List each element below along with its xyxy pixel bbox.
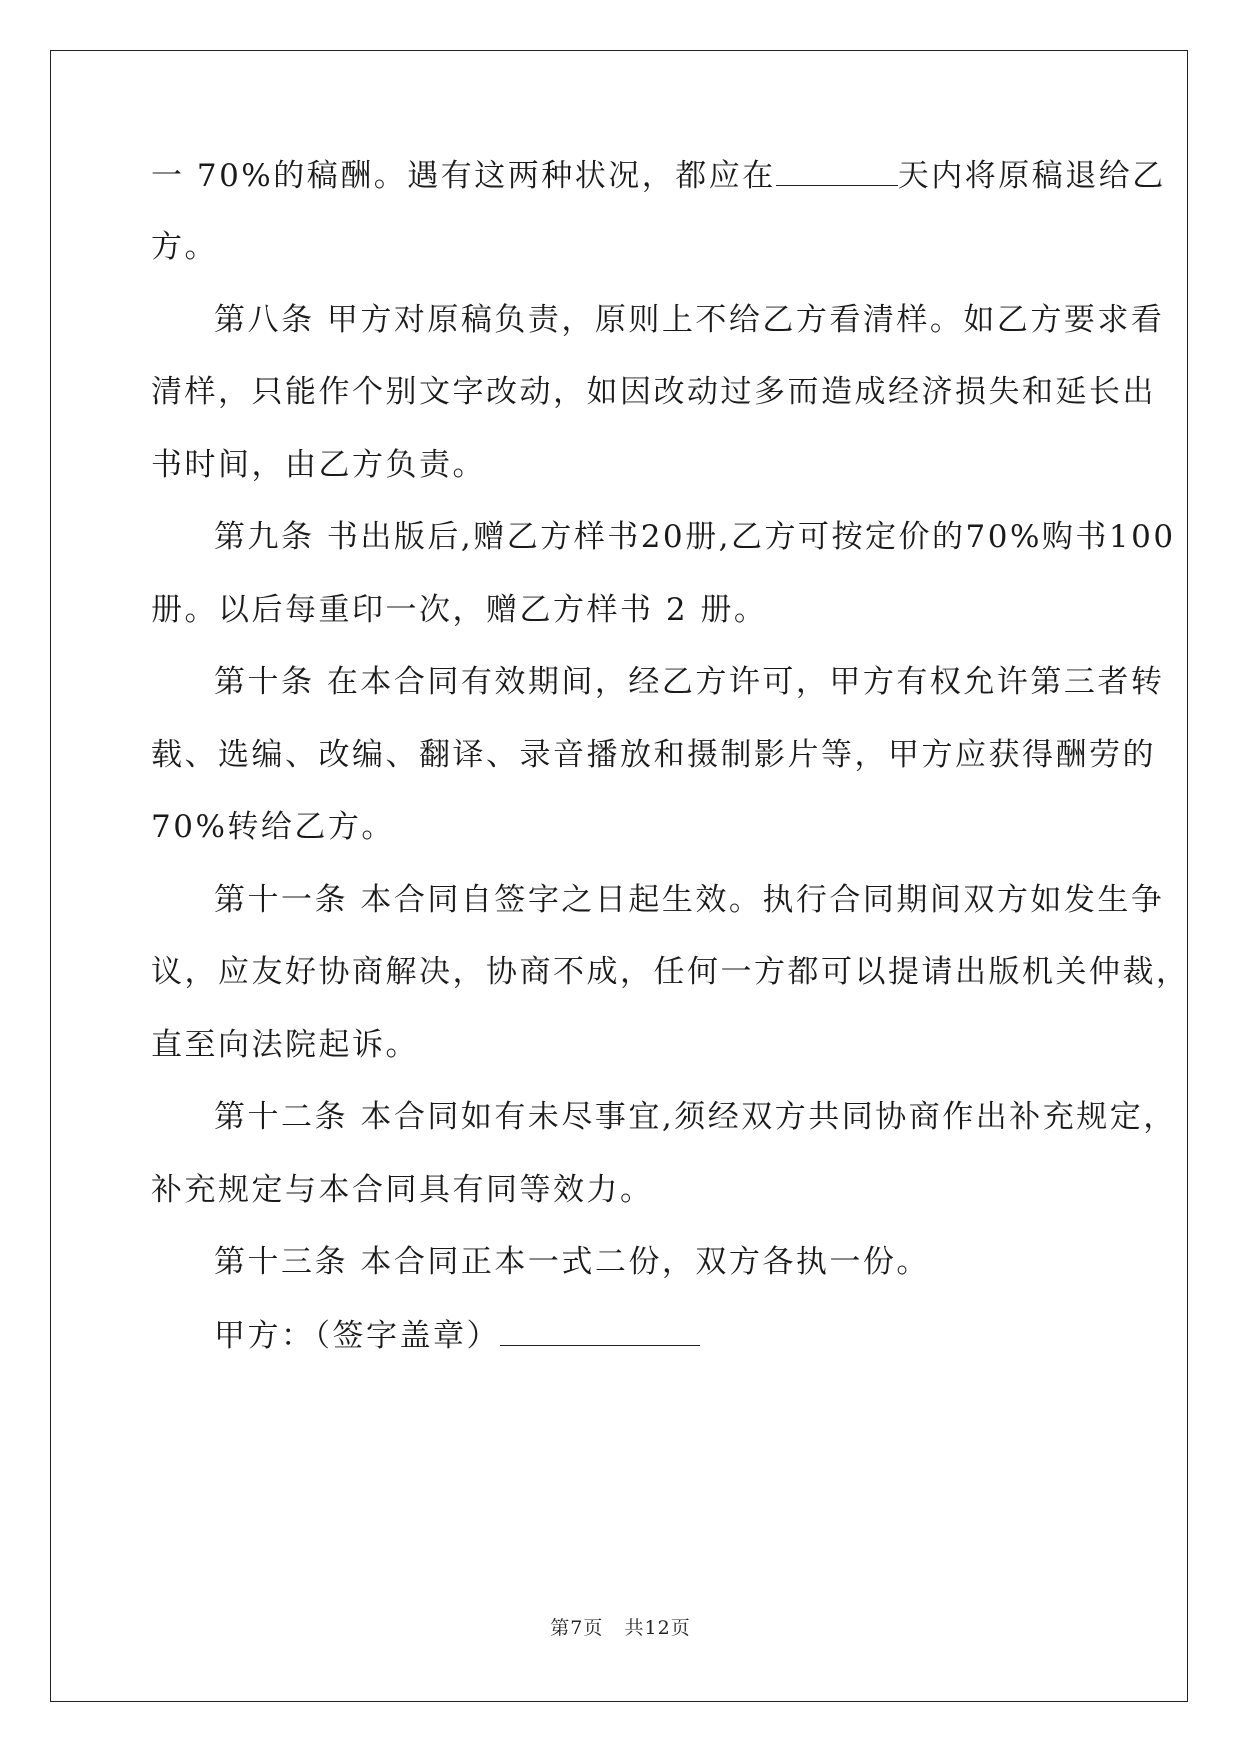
party-a-signature-label: 甲方：（签字盖章） — [214, 1318, 500, 1354]
article-11-line-2: 议，应友好协商解决，协商不成，任何一方都可以提请出版机关仲裁， — [151, 954, 1190, 990]
paragraph-line-1 — [151, 155, 1166, 196]
article-11-heading-line: 第十一条 本合同自签字之日起生效。执行合同期间双方如发生争 — [214, 882, 1165, 918]
article-10-heading-line: 第十条 在本合同有效期间，经乙方许可，甲方有权允许第三者转 — [214, 664, 1165, 700]
article-10-line-3: 70%转给乙方。 — [151, 809, 395, 845]
page-footer — [0, 1613, 1241, 1640]
article-11-line-3: 直至向法院起诉。 — [151, 1027, 419, 1063]
article-12-line-2: 补充规定与本合同具有同等效力。 — [151, 1172, 654, 1208]
article-8-line-2: 清样，只能作个别文字改动，如因改动过多而造成经济损失和延长出 — [151, 374, 1156, 410]
fill-in-blank-days[interactable] — [776, 155, 898, 186]
article-9-heading-line: 第九条 书出版后,赠乙方样书20册,乙方可按定价的70%购书100 — [214, 519, 1176, 555]
page-border — [50, 50, 1188, 1702]
article-13-line: 第十三条 本合同正本一式二份，双方各执一份。 — [214, 1244, 930, 1280]
article-12-heading-line: 第十二条 本合同如有未尽事宜,须经双方共同协商作出补充规定， — [214, 1099, 1177, 1135]
paragraph-line-2: 方。 — [151, 229, 218, 265]
party-a-signature-blank[interactable] — [500, 1315, 700, 1346]
article-8-heading-line: 第八条 甲方对原稿负责，原则上不给乙方看清样。如乙方要求看 — [214, 302, 1165, 338]
text-fragment: 天内将原稿退给乙 — [897, 158, 1166, 194]
article-8-line-3: 书时间，由乙方负责。 — [151, 447, 486, 483]
text-fragment: 一 70%的稿酬。遇有这两种状况，都应在 — [151, 158, 776, 194]
party-a-signature-line — [214, 1315, 700, 1356]
article-9-line-2: 册。以后每重印一次，赠乙方样书 2 册。 — [151, 592, 768, 628]
page-number: 第7页 — [550, 1617, 604, 1639]
article-10-line-2: 载、选编、改编、翻译、录音播放和摄制影片等，甲方应获得酬劳的 — [151, 737, 1156, 773]
total-pages: 共12页 — [624, 1617, 691, 1639]
